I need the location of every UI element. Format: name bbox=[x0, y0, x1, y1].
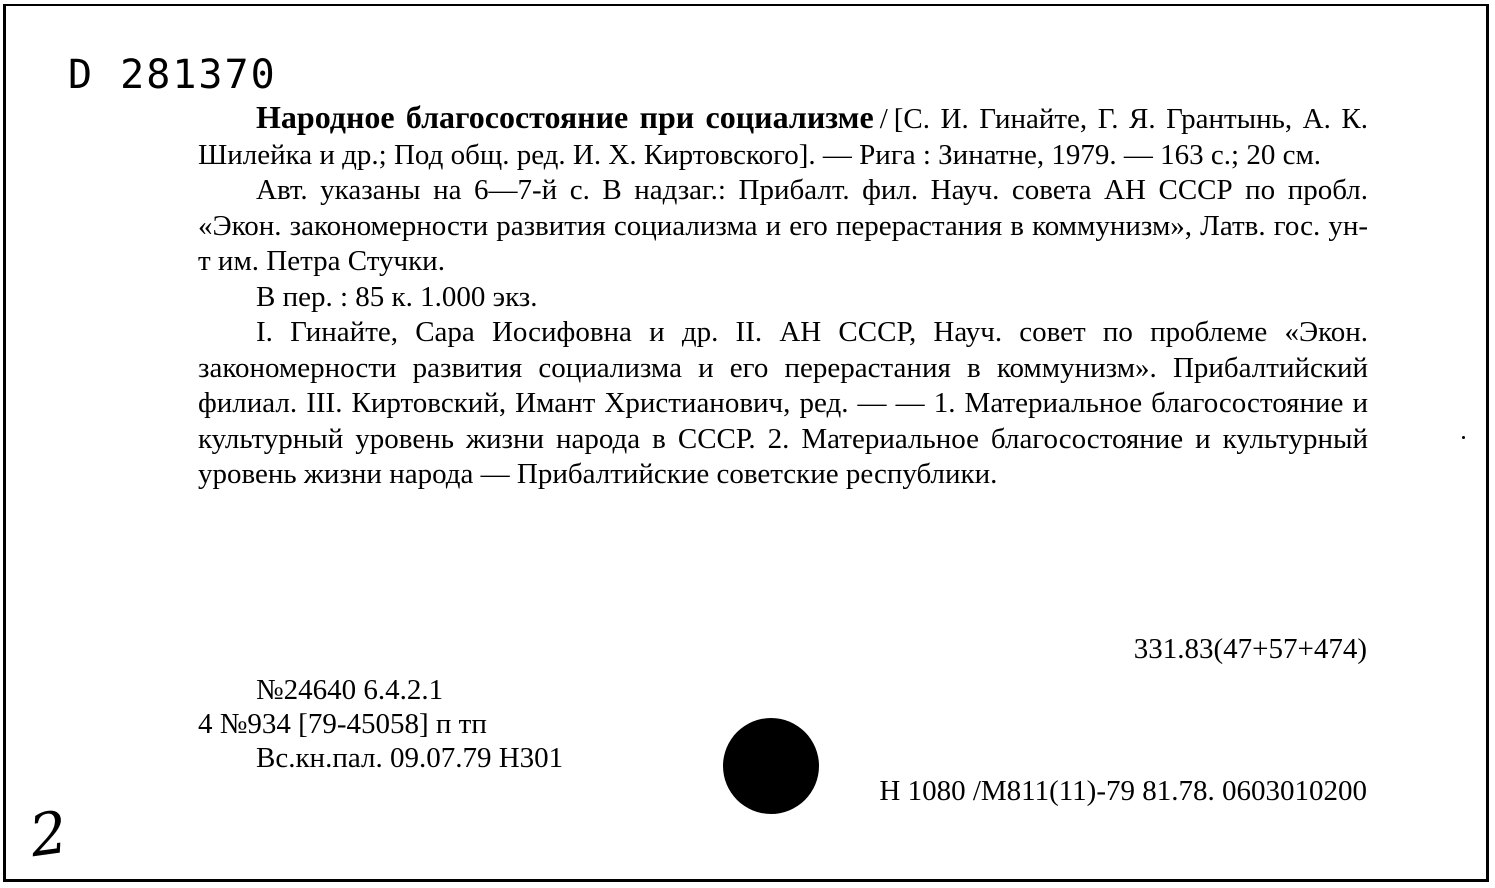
title-paragraph bbox=[198, 100, 1368, 173]
udc-code: 331.83(47+57+474) bbox=[1133, 633, 1367, 665]
speck bbox=[1462, 436, 1465, 439]
responsibility-statement: [С. И. Гинайте, Г. Я. Грантынь, А. К. Шилейка и др.; Под общ. ред. И. Х. Киртовского]. — Рига : Зинатне, 1979. — 163 с.; 20 см. bbox=[198, 103, 1369, 171]
punch-hole bbox=[723, 718, 819, 814]
meta-block bbox=[198, 673, 563, 775]
meta-line-1: №24640 6.4.2.1 bbox=[256, 674, 444, 706]
tracings-paragraph: I. Гинайте, Сара Иосифовна и др. II. АН СССР, Науч. совет по проблеме «Экон. закономерности развития социализма и его перерастания в коммунизм». Прибалтийский филиал. III. Киртовский, Имант Христианович, ред. — — 1. Материальное благосостояние и культурный уровень жизни народа в СССР. 2. Материальное благосостояние и культурный уровень жизни народа — Прибалтийские советские республики. bbox=[198, 316, 1368, 490]
handwritten-mark: 2 bbox=[25, 797, 72, 871]
price-line: В пер. : 85 к. 1.000 экз. bbox=[256, 280, 538, 313]
note-paragraph: Авт. указаны на 6—7-й с. В надзаг.: Прибалт. фил. Науч. совета АН СССР по пробл. «Экон. закономерности развития социализма и его перерастания в коммунизм», Латв. гос. ун-т им. Петра Стучки. bbox=[198, 174, 1368, 277]
slash-separator: / bbox=[879, 103, 888, 135]
book-title: Народное благосостояние при социализме bbox=[256, 99, 874, 135]
bottom-code-line: Н 1080 /М811(11)-79 81.78. 0603010200 bbox=[879, 775, 1367, 807]
meta-line-3: Вс.кн.пал. 09.07.79 Н301 bbox=[256, 742, 564, 774]
meta-line-2: 4 №934 [79-45058] п тп bbox=[198, 708, 487, 740]
card-body bbox=[198, 100, 1368, 493]
call-number: D 281370 bbox=[68, 52, 277, 98]
